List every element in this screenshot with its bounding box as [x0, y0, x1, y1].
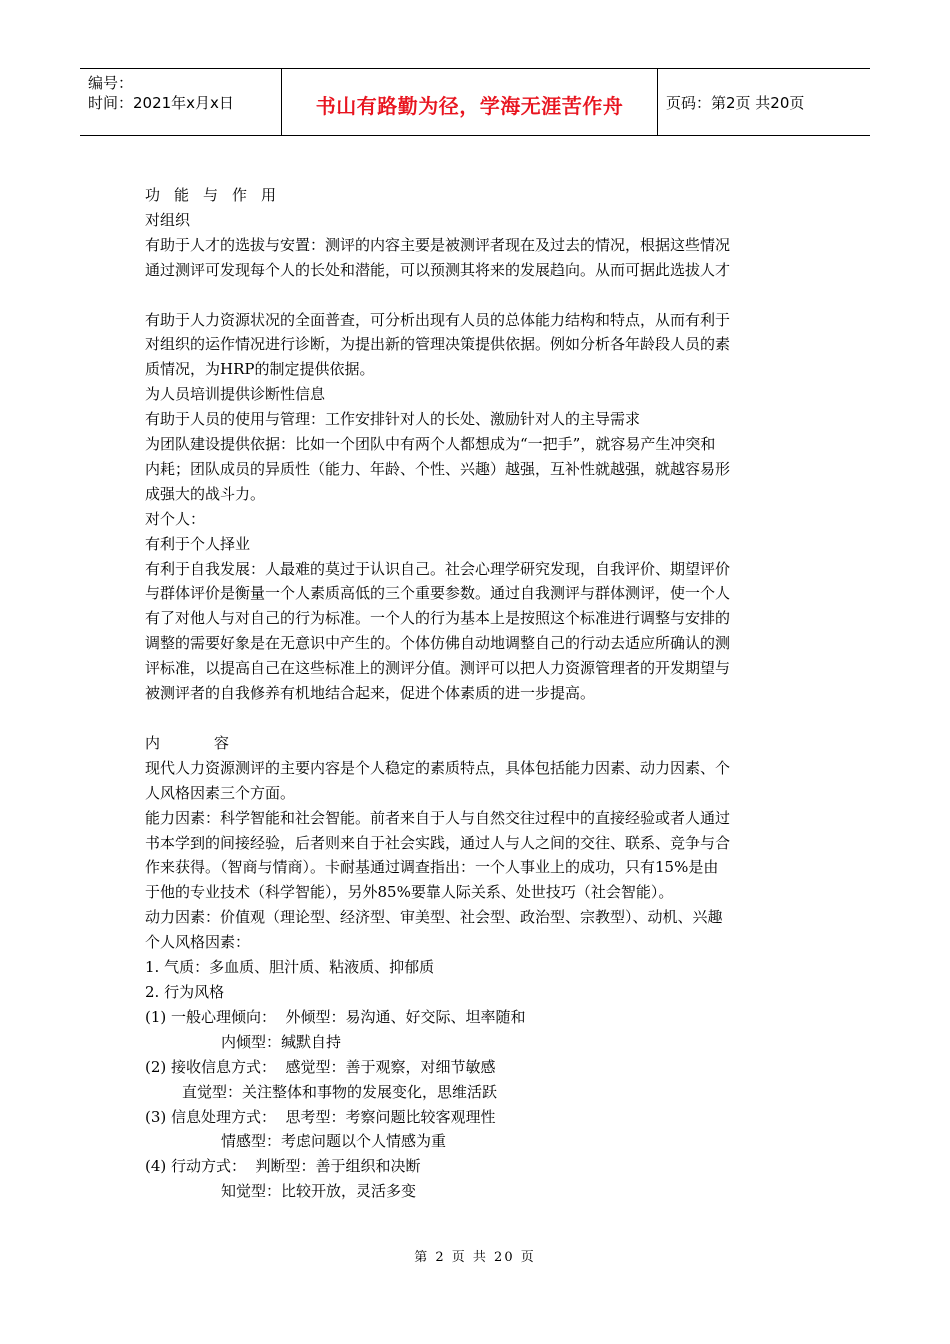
list-item: (4) 行动方式： 判断型：善于组织和决断 [145, 1157, 421, 1176]
paragraph-line: 对组织的运作情况进行诊断，为提出新的管理决策提供依据。例如分析各年龄段人员的素 [145, 335, 731, 354]
paragraph-line: 有利于自我发展：人最难的莫过于认识自己。社会心理学研究发现，自我评价、期望评价 [145, 559, 731, 578]
list-subitem: 直觉型：关注整体和事物的发展变化，思维活跃 [182, 1082, 498, 1101]
paragraph-line: 通过测评可发现每个人的长处和潜能，可以预测其将来的发展趋向。从而可据此选拔人才 [145, 260, 731, 279]
paragraph-line: 成强大的战斗力。 [145, 484, 266, 503]
paragraph-line: 内耗；团队成员的异质性（能力、年龄、个性、兴趣）越强，互补性就越强，就越容易形 [145, 459, 731, 478]
paragraph-line: 为团队建设提供依据：比如一个团队中有两个人都想成为“一把手”，就容易产生冲突和 [145, 435, 716, 454]
paragraph-line: 评标准，以提高自己在这些标准上的测评分值。测评可以把人力资源管理者的开发期望与 [145, 659, 731, 678]
paragraph-line: 有助于人员的使用与管理：工作安排针对人的长处、激励针对人的主导需求 [145, 410, 641, 429]
paragraph-line: 有利于个人择业 [145, 534, 251, 553]
paragraph-line: 有助于人才的选拔与安置：测评的内容主要是被测评者现在及过去的情况，根据这些情况 [145, 235, 731, 254]
page-header [80, 68, 870, 136]
list-subitem: 内倾型：缄默自持 [221, 1032, 342, 1051]
paragraph-line: 动力因素：价值观（理论型、经济型、审美型、社会型、政治型、宗教型）、动机、兴趣 [145, 908, 723, 927]
paragraph-line: 质情况，为HRP的制定提供依据。 [145, 360, 375, 379]
paragraph-line: 个人风格因素： [145, 933, 251, 952]
subheading-for-organization: 对组织 [145, 210, 191, 229]
list-item: 1. 气质：多血质、胆汁质、粘液质、抑郁质 [145, 958, 435, 977]
section-title-content [145, 731, 815, 756]
header-page-cell [658, 69, 870, 135]
paragraph-line: 有了对他人与对自己的行为标准。一个人的行为基本上是按照这个标准进行调整与安排的 [145, 609, 731, 628]
list-item: 2. 行为风格 [145, 982, 225, 1001]
section-title-content-part-b: 容 [214, 733, 230, 752]
header-page-info: 页码：第2页 共20页 [666, 93, 805, 112]
list-item: (2) 接收信息方式： 感觉型：善于观察，对细节敏感 [145, 1057, 496, 1076]
paragraph-line: 为人员培训提供诊断性信息 [145, 385, 326, 404]
paragraph-line: 与群体评价是衡量一个人素质高低的三个重要参数。通过自我测评与群体测评，使一个人 [145, 584, 731, 603]
document-time-label: 时间：2021年x月x日 [88, 94, 234, 112]
blank-line [145, 706, 815, 731]
document-body [145, 183, 815, 1204]
header-motto-cell [282, 69, 658, 135]
subheading-for-individual: 对个人： [145, 509, 206, 528]
list-subitem: 知觉型：比较开放，灵活多变 [221, 1182, 417, 1201]
page-footer: 第 2 页 共 20 页 [414, 1250, 536, 1265]
paragraph-line: 现代人力资源测评的主要内容是个人稳定的素质特点，具体包括能力因素、动力因素、个 [145, 758, 731, 777]
blank-line [145, 283, 815, 308]
section-title-functions: 功能与作用 [145, 186, 291, 204]
paragraph-line: 作来获得。（智商与情商）。卡耐基通过调查指出：一个人事业上的成功，只有15%是由 [145, 858, 719, 877]
paragraph-line: 有助于人力资源状况的全面普查，可分析出现有人员的总体能力结构和特点，从而有利于 [145, 310, 731, 329]
paragraph-line: 人风格因素三个方面。 [145, 783, 296, 802]
paragraph-line: 调整的需要好象是在无意识中产生的。个体仿佛自动地调整自己的行动去适应所确认的测 [145, 634, 731, 653]
header-motto: 书山有路勤为径，学海无涯苦作舟 [315, 93, 624, 118]
list-subitem: 情感型：考虑问题以个人情感为重 [221, 1132, 447, 1151]
list-item: (3) 信息处理方式： 思考型：考察问题比较客观理性 [145, 1107, 496, 1126]
section-title-content-part-a: 内 [145, 733, 161, 752]
paragraph-line: 能力因素：科学智能和社会智能。前者来自于人与自然交往过程中的直接经验或者人通过 [145, 808, 731, 827]
paragraph-line: 被测评者的自我修养有机地结合起来，促进个体素质的进一步提高。 [145, 684, 596, 703]
document-number-label: 编号： [88, 74, 134, 92]
paragraph-line: 于他的专业技术（科学智能），另外85%要靠人际关系、处世技巧（社会智能）。 [145, 883, 674, 902]
paragraph-line: 书本学到的间接经验，后者则来自于社会实践，通过人与人之间的交往、联系、竞争与合 [145, 833, 731, 852]
header-left-cell [80, 69, 282, 135]
list-item: (1) 一般心理倾向： 外倾型：易沟通、好交际、坦率随和 [145, 1007, 526, 1026]
